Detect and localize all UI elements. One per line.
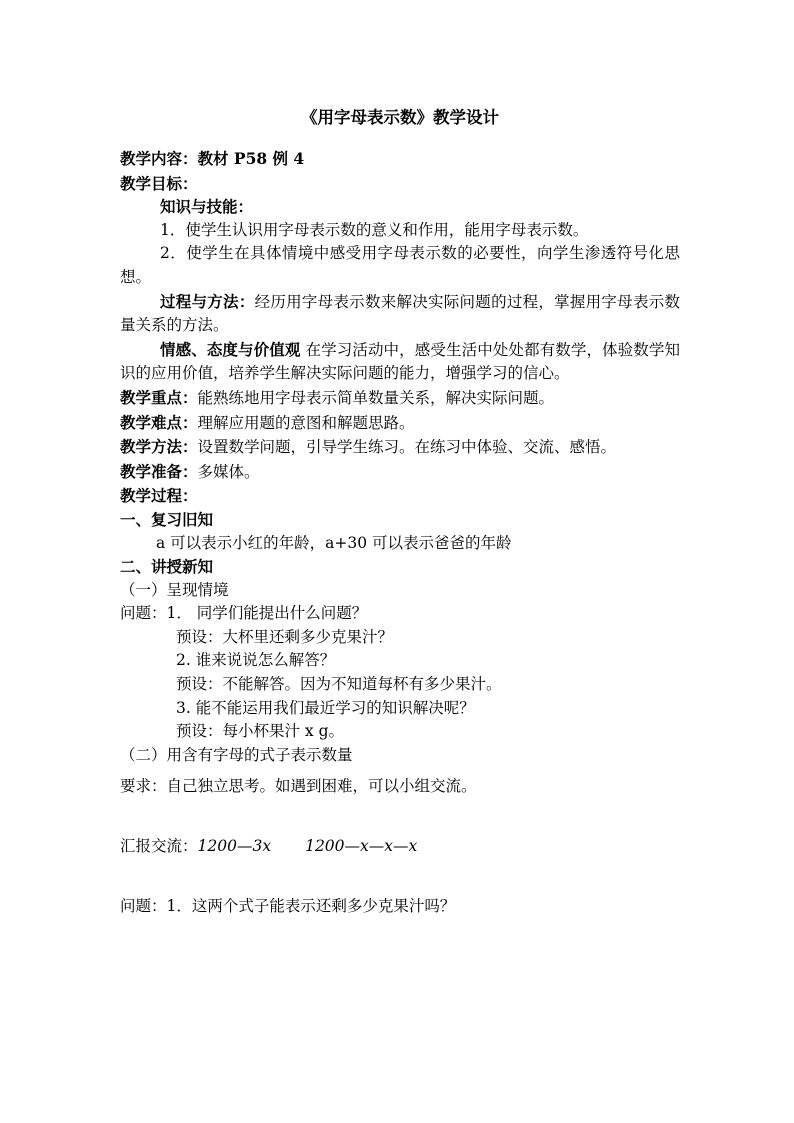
knowledge-skills-heading: 知识与技能： [160, 197, 254, 217]
teaching-method-label: 教学方法： [120, 437, 198, 457]
subsection-heading-scenario: （一）呈现情境 [120, 580, 229, 599]
key-points-label: 教学重点： [120, 387, 198, 407]
process-methods-text: 经历用字母表示数来解决实际问题的过程，掌握用字母表示数量关系的方法。 [120, 292, 680, 335]
goal-item-1: 1．使学生认识用字母表示数的意义和作用，能用字母表示数。 [160, 220, 589, 239]
document-title: 《用字母表示数》教学设计 [301, 108, 499, 127]
requirement-text: 要求：自己独立思考。如遇到困难，可以小组交流。 [120, 777, 477, 796]
question-2-text: 2. 谁来说说怎么解答？ [176, 651, 336, 670]
teaching-content-line [120, 147, 680, 172]
question-1-text: 1． 同学们能提出什么问题？ [166, 604, 368, 623]
teaching-method-text: 设置数学问题，引导学生练习。在练习中体验、交流、感悟。 [197, 438, 617, 457]
preset-answer-1: 预设：大杯里还剩多少克果汁？ [176, 627, 394, 646]
report-label: 汇报交流： [120, 837, 198, 856]
teaching-goals-label: 教学目标： [120, 173, 198, 193]
process-methods-paragraph [120, 290, 680, 338]
preparation-line [120, 460, 680, 485]
process-methods-label: 过程与方法： [160, 291, 255, 311]
key-points-line [120, 386, 680, 411]
difficulty-text: 理解应用题的意图和解题思路。 [197, 413, 415, 432]
emotion-values-text: 在学习活动中，感受生活中处处都有数学，体验数学知识的应用价值，培养学生解决实际问题的能力，增强学习的信心。 [120, 340, 680, 383]
report-expression-2: 1200—x—x—x [305, 837, 418, 856]
teaching-content-value: 教材 P58 例 4 [197, 149, 305, 168]
section-heading-new: 二、讲授新知 [120, 557, 214, 577]
emotion-values-label: 情感、态度与价值观 [160, 339, 301, 359]
section-heading-review: 一、复习旧知 [120, 509, 214, 529]
preset-answer-2: 预设：不能解答。因为不知道每杯有多少果汁。 [176, 675, 502, 694]
emotion-values-paragraph [120, 338, 680, 386]
document-body [120, 105, 680, 918]
question-line-1 [120, 602, 680, 626]
subsection-heading-expressions: （二）用含有字母的式子表示数量 [120, 745, 353, 764]
goal-item-2: 2．使学生在具体情境中感受用字母表示数的必要性，向学生渗透符号化思想。 [120, 244, 680, 286]
teaching-content-label: 教学内容： [120, 149, 198, 168]
report-line [120, 835, 680, 859]
report-expression-1: 1200—3x [197, 837, 272, 856]
preparation-text: 多媒体。 [197, 462, 260, 481]
question-label: 问题： [120, 604, 167, 623]
preparation-label: 教学准备： [120, 461, 198, 481]
teaching-method-paragraph [120, 435, 680, 460]
review-text: a 可以表示小红的年龄，a+30 可以表示爸爸的年龄 [156, 533, 512, 552]
teaching-procedure-label: 教学过程： [120, 486, 198, 506]
question-3-text: 3. 能不能运用我们最近学习的知识解决呢？ [176, 698, 475, 717]
preset-answer-3: 预设：每小杯果汁 x g。 [176, 722, 345, 741]
difficulty-label: 教学难点： [120, 412, 198, 432]
final-question: 问题：1．这两个式子能表示还剩多少克果汁吗？ [120, 896, 456, 915]
difficulty-line [120, 411, 680, 436]
key-points-text: 能熟练地用字母表示简单数量关系，解决实际问题。 [197, 388, 555, 407]
